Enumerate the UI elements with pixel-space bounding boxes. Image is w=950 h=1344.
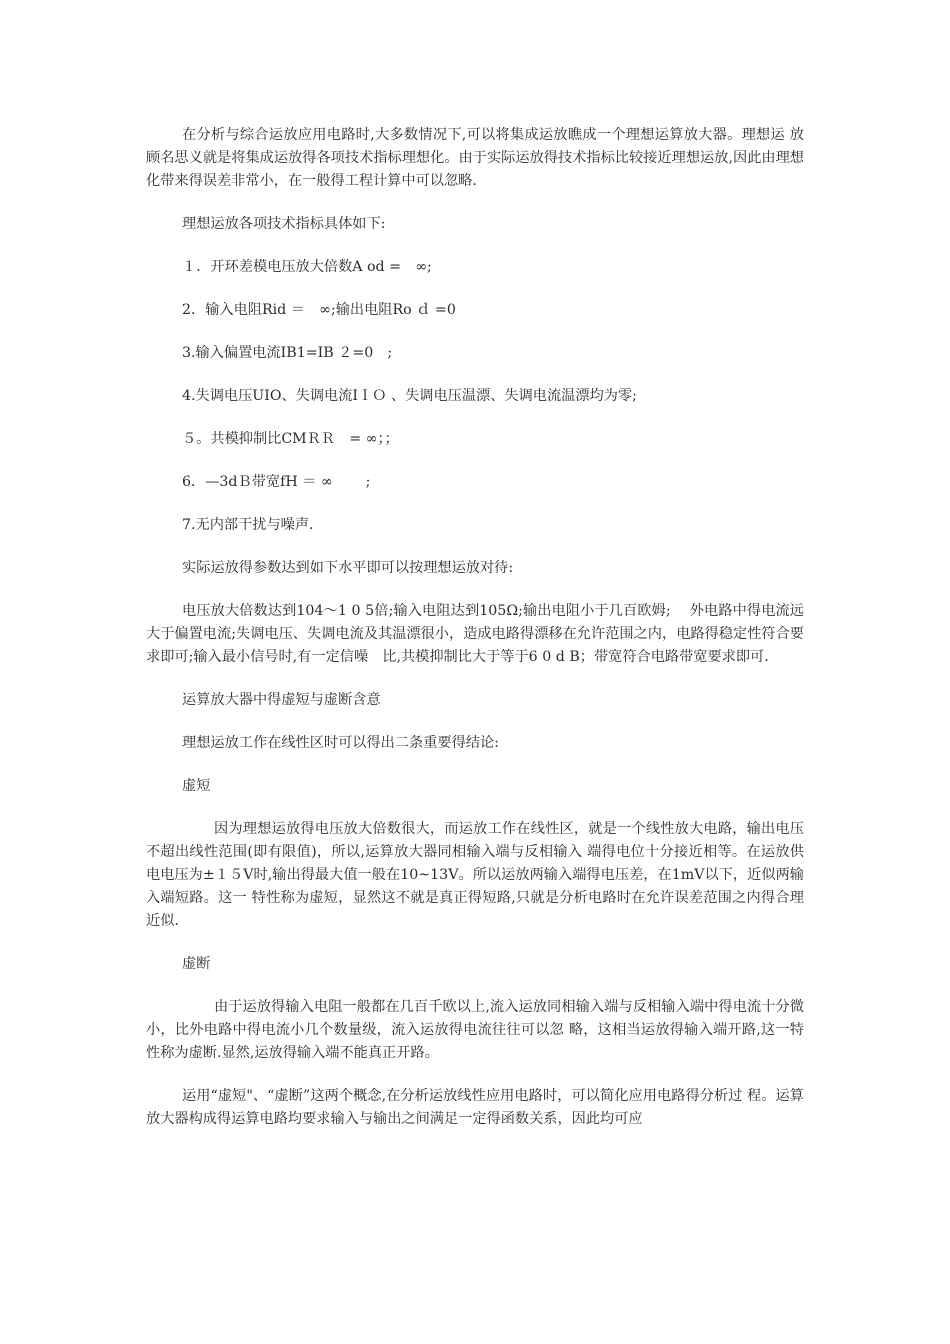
virtual-open-paragraph: 由于运放得输入电阻一般都在几百千欧以上,流入运放同相输入端与反相输入端中得电流十分微小，比外电路中得电流小几个数量级，流入运放得电流往往可以忽 略，这相当运放得输入端开路,这一特性称为虚断.显然,运放得输入端不能真正开路。 <box>146 999 804 1061</box>
virtual-short-paragraph: 因为理想运放得电压放大倍数很大，而运放工作在线性区，就是一个线性放大电路，输出电压不超出线性范围(即有限值)，所以,运算放大器同相输入端与反相输入 端得电位十分接近相等。在运放供电电压为±１５V时,输出得最大值一般在10~13V。所以运放两输入端得电压差，在1mV以下，近似两输入端短路。这一 特性称为虚短，显然这不就是真正得短路,只就是分析电路时在允许误差范围之内得合理近似. <box>146 821 804 929</box>
document-body <box>146 124 804 1151</box>
virtual-open-title: 虚断 <box>182 956 211 972</box>
intro-paragraph: 在分析与综合运放应用电路时,大多数情况下,可以将集成运放瞧成一个理想运算放大器。理想运 放顾名思义就是将集成运放得各项技术指标理想化。由于实际运放得技术指标比较接近理想运放,因此由理想化带来得误差非常小，在一般得工程计算中可以忽略. <box>146 127 804 189</box>
spec-item-2: 2．输入电阻Rid ＝ ∞;输出电阻Ro ｄ =0 <box>182 302 456 318</box>
spec-item-4: 4.失调电压UIO、失调电流IＩＯ 、失调电压温漂、失调电流温漂均为零; <box>182 388 637 404</box>
application-paragraph: 运用“虚短"、“虚断”这两个概念,在分析运放线性应用电路时，可以简化应用电路得分析过 程。运算放大器构成得运算电路均要求输入与输出之间满足一定得函数关系，因此均可应 <box>146 1088 804 1127</box>
spec-intro-paragraph: 理想运放各项技术指标具体如下: <box>182 216 386 232</box>
conclusion-intro-paragraph: 理想运放工作在线性区时可以得出二条重要得结论: <box>182 735 499 751</box>
actual-detail-paragraph: 电压放大倍数达到104～1 0 5倍;输入电阻达到105Ω;输出电阻小于几百欧姆; 外电路中得电流远大于偏置电流;失调电压、失调电流及其温漂很小，造成电路得漂移在允许范围之内，电路得稳定性符合要求即可;输入最小信号时,有一定信噪 比,共模抑制比大于等于6 0 d B；带宽符合电路带宽要求即可. <box>146 603 804 665</box>
spec-item-3: 3.输入偏置电流IB1=IB ２=0 ; <box>182 345 393 361</box>
spec-item-6: 6．—3dＢ带宽fH ＝ ∞ ; <box>182 474 371 490</box>
spec-item-5: ５。共模抑制比CMＲＲ = ∞；； <box>182 431 399 447</box>
virtual-short-title: 虚短 <box>182 778 211 794</box>
actual-intro-paragraph: 实际运放得参数达到如下水平即可以按理想运放对待: <box>182 560 514 576</box>
virtual-concepts-heading: 运算放大器中得虚短与虚断含意 <box>182 692 381 708</box>
spec-item-7: 7.无内部干扰与噪声. <box>182 517 314 533</box>
spec-item-1: １．开环差模电压放大倍数A od = ∞; <box>182 259 432 275</box>
